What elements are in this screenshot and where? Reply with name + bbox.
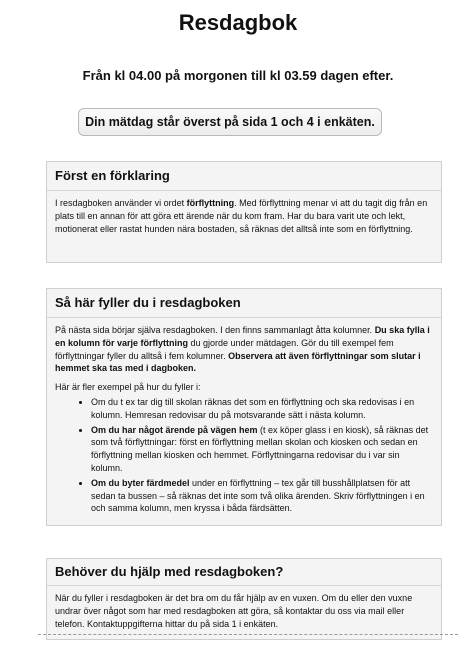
- measurement-day-callout: Din mätdag står överst på sida 1 och 4 i enkäten.: [78, 108, 382, 136]
- explanation-section: [46, 161, 442, 263]
- examples-intro: Här är fler exempel på hur du fyller i:: [55, 382, 201, 393]
- help-section: [46, 558, 442, 640]
- instructions-section: [46, 288, 442, 526]
- instructions-text: På nästa sida börjar själva resdagboken. I den finns sammanlagt åtta kolumner. Du ska fylla i en kolumn för varje förflyttning du gjorde under mätdagen. Gör du till exempel fem förflyttningar fyller du alltså i fem kolumner. Observera att även förflyttningar som slutar i hemmet ska tas med i dagboken.: [55, 325, 430, 374]
- list-item: • Om du t ex tar dig till skolan räknas det som en förflyttning och ska redovisas i en kolumn. Hemresan redovisar du på motsvarande sätt i nästa kolumn.: [91, 396, 433, 422]
- instructions-heading: Så här fyller du i resdagboken: [47, 289, 441, 318]
- time-range-subtitle: Från kl 04.00 på morgonen till kl 03.59 dagen efter.: [82, 68, 394, 83]
- list-item: • Om du byter färdmedel under en förflyttning – tex går till busshållplatsen för att sedan ta bussen – så räknas det inte som två olika ärenden. Skriv förflyttningen i en och samma kolumn, men kryssa i båda färdsätten.: [91, 477, 433, 515]
- page-break-divider: [38, 634, 458, 635]
- list-item: • Om du har något ärende på vägen hem (t ex köper glass i en kiosk), så räknas det som två förflyttningar: först en förflyttning mellan skolan och kiosken och sedan en förflyttning mellan kiosken och hemmet. Förflyttningarna redovisar du i var sin kolumn.: [91, 424, 433, 475]
- explanation-text: I resdagboken använder vi ordet förflyttning. Med förflyttning menar vi att du tagit dig från en plats till en annan för att göra ett ärende när du kom fram. Har du bara varit ute och lekt, motionerat eller rastat hunden nära bostaden, så räknas det alltså inte som en förflyttning.: [55, 198, 428, 234]
- help-text: När du fyller i resdagboken är det bra om du får hjälp av en vuxen. Om du eller den vuxne undrar över något som har med resdagboken att göra, så kontaktar du oss via mail eller telefon. Kontaktuppgifterna hittar du på sida 1 i enkäten.: [55, 593, 413, 629]
- explanation-heading: Först en förklaring: [47, 162, 441, 191]
- help-heading: Behöver du hjälp med resdagboken?: [47, 559, 441, 586]
- examples-list: [55, 396, 433, 515]
- page-title: Resdagbok: [178, 10, 298, 35]
